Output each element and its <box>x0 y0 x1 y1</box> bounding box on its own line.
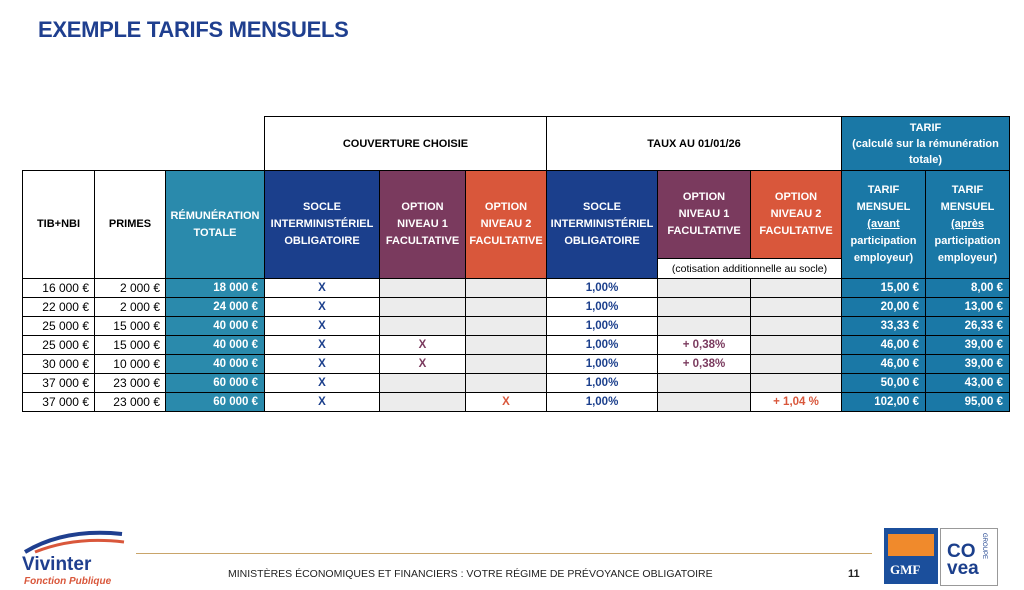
table-row <box>23 336 1010 355</box>
cell-tib: 30 000 € <box>23 355 95 374</box>
cell-tarif-apres: 8,00 € <box>926 279 1010 298</box>
header-primes: PRIMES <box>95 171 166 279</box>
cell-tarif-avant: 46,00 € <box>842 355 926 374</box>
cell-option2 <box>466 374 547 393</box>
cell-socle: X <box>265 393 380 412</box>
cell-primes: 15 000 € <box>95 336 166 355</box>
cell-taux-option1 <box>658 317 751 336</box>
cell-primes: 15 000 € <box>95 317 166 336</box>
cell-option2 <box>466 355 547 374</box>
group-tarif: TARIF (calculé sur la rémunération totale) <box>842 117 1010 171</box>
cell-primes: 2 000 € <box>95 279 166 298</box>
cell-taux-option2: + 1,04 % <box>751 393 842 412</box>
cell-tib: 25 000 € <box>23 336 95 355</box>
cell-option2: X <box>466 393 547 412</box>
cell-option1: X <box>380 355 466 374</box>
tarifs-table <box>22 116 1010 412</box>
cell-taux-socle: 1,00% <box>547 374 658 393</box>
cell-option1 <box>380 374 466 393</box>
header-note: (cotisation additionnelle au socle) <box>658 259 842 279</box>
cell-taux-option1 <box>658 393 751 412</box>
cell-taux-option1 <box>658 374 751 393</box>
covea-logo: CO vea GROUPE <box>940 528 998 586</box>
header-taux-option2: OPTION NIVEAU 2 FACULTATIVE <box>751 171 842 259</box>
cell-tarif-avant: 46,00 € <box>842 336 926 355</box>
cell-taux-option2 <box>751 298 842 317</box>
header-taux-socle: SOCLE INTERMINISTÉRIEL OBLIGATOIRE <box>547 171 658 279</box>
cell-tib: 37 000 € <box>23 374 95 393</box>
cell-option2 <box>466 279 547 298</box>
cell-remuneration: 60 000 € <box>166 393 265 412</box>
cell-tarif-apres: 95,00 € <box>926 393 1010 412</box>
cell-tarif-apres: 13,00 € <box>926 298 1010 317</box>
cell-tib: 16 000 € <box>23 279 95 298</box>
cell-taux-option2 <box>751 336 842 355</box>
cell-taux-option1: + 0,38% <box>658 355 751 374</box>
header-tarif-avant: TARIF MENSUEL (avant participation employeur) <box>842 171 926 279</box>
group-couverture: COUVERTURE CHOISIE <box>265 117 547 171</box>
cell-option1 <box>380 298 466 317</box>
cell-taux-option1: + 0,38% <box>658 336 751 355</box>
cell-tib: 37 000 € <box>23 393 95 412</box>
cell-taux-option1 <box>658 279 751 298</box>
cell-socle: X <box>265 317 380 336</box>
cell-primes: 10 000 € <box>95 355 166 374</box>
cell-remuneration: 18 000 € <box>166 279 265 298</box>
table-row <box>23 317 1010 336</box>
header-remuneration: RÉMUNÉRATION TOTALE <box>166 171 265 279</box>
cell-socle: X <box>265 374 380 393</box>
cell-option2 <box>466 336 547 355</box>
header-option1: OPTION NIVEAU 1 FACULTATIVE <box>380 171 466 279</box>
cell-option1 <box>380 317 466 336</box>
cell-option1 <box>380 279 466 298</box>
header-socle: SOCLE INTERMINISTÉRIEL OBLIGATOIRE <box>265 171 380 279</box>
cell-remuneration: 60 000 € <box>166 374 265 393</box>
footer-text: MINISTÈRES ÉCONOMIQUES ET FINANCIERS : VOTRE RÉGIME DE PRÉVOYANCE OBLIGATOIRE <box>228 568 713 580</box>
header-tib: TIB+NBI <box>23 171 95 279</box>
cell-primes: 2 000 € <box>95 298 166 317</box>
cell-socle: X <box>265 336 380 355</box>
cell-taux-option1 <box>658 298 751 317</box>
cell-tib: 22 000 € <box>23 298 95 317</box>
cell-primes: 23 000 € <box>95 374 166 393</box>
cell-socle: X <box>265 355 380 374</box>
cell-option1 <box>380 393 466 412</box>
cell-tarif-avant: 50,00 € <box>842 374 926 393</box>
table-row <box>23 355 1010 374</box>
cell-primes: 23 000 € <box>95 393 166 412</box>
header-option2: OPTION NIVEAU 2 FACULTATIVE <box>466 171 547 279</box>
cell-taux-option2 <box>751 279 842 298</box>
cell-tarif-avant: 20,00 € <box>842 298 926 317</box>
vivinter-logo <box>14 524 134 586</box>
cell-socle: X <box>265 298 380 317</box>
cell-option2 <box>466 317 547 336</box>
cell-taux-socle: 1,00% <box>547 317 658 336</box>
swoosh-icon <box>20 526 130 556</box>
header-tarif-apres: TARIF MENSUEL (après participation employeur) <box>926 171 1010 279</box>
group-taux: TAUX AU 01/01/26 <box>547 117 842 171</box>
cell-remuneration: 40 000 € <box>166 317 265 336</box>
vivinter-logo-sub: Fonction Publique <box>24 576 112 587</box>
cell-tarif-apres: 39,00 € <box>926 355 1010 374</box>
page-number: 11 <box>848 568 860 580</box>
cell-taux-option2 <box>751 355 842 374</box>
footer-divider <box>136 553 872 554</box>
table-row <box>23 374 1010 393</box>
cell-taux-option2 <box>751 374 842 393</box>
cell-taux-socle: 1,00% <box>547 336 658 355</box>
table-row <box>23 393 1010 412</box>
cell-tarif-apres: 43,00 € <box>926 374 1010 393</box>
vivinter-logo-name: Vivinter <box>22 554 92 575</box>
cell-socle: X <box>265 279 380 298</box>
cell-taux-socle: 1,00% <box>547 393 658 412</box>
cell-tarif-avant: 33,33 € <box>842 317 926 336</box>
cell-tib: 25 000 € <box>23 317 95 336</box>
cell-tarif-apres: 26,33 € <box>926 317 1010 336</box>
cell-remuneration: 40 000 € <box>166 336 265 355</box>
cell-taux-socle: 1,00% <box>547 355 658 374</box>
header-taux-option1: OPTION NIVEAU 1 FACULTATIVE <box>658 171 751 259</box>
cell-option1: X <box>380 336 466 355</box>
cell-taux-socle: 1,00% <box>547 279 658 298</box>
table-row <box>23 279 1010 298</box>
gmf-covea-logo <box>884 528 996 584</box>
cell-taux-socle: 1,00% <box>547 298 658 317</box>
cell-taux-option2 <box>751 317 842 336</box>
cell-remuneration: 24 000 € <box>166 298 265 317</box>
page-title: EXEMPLE TARIFS MENSUELS <box>38 17 349 42</box>
cell-tarif-avant: 102,00 € <box>842 393 926 412</box>
table-row <box>23 298 1010 317</box>
cell-tarif-apres: 39,00 € <box>926 336 1010 355</box>
cell-tarif-avant: 15,00 € <box>842 279 926 298</box>
gmf-logo: GMF <box>884 528 938 584</box>
cell-option2 <box>466 298 547 317</box>
cell-remuneration: 40 000 € <box>166 355 265 374</box>
